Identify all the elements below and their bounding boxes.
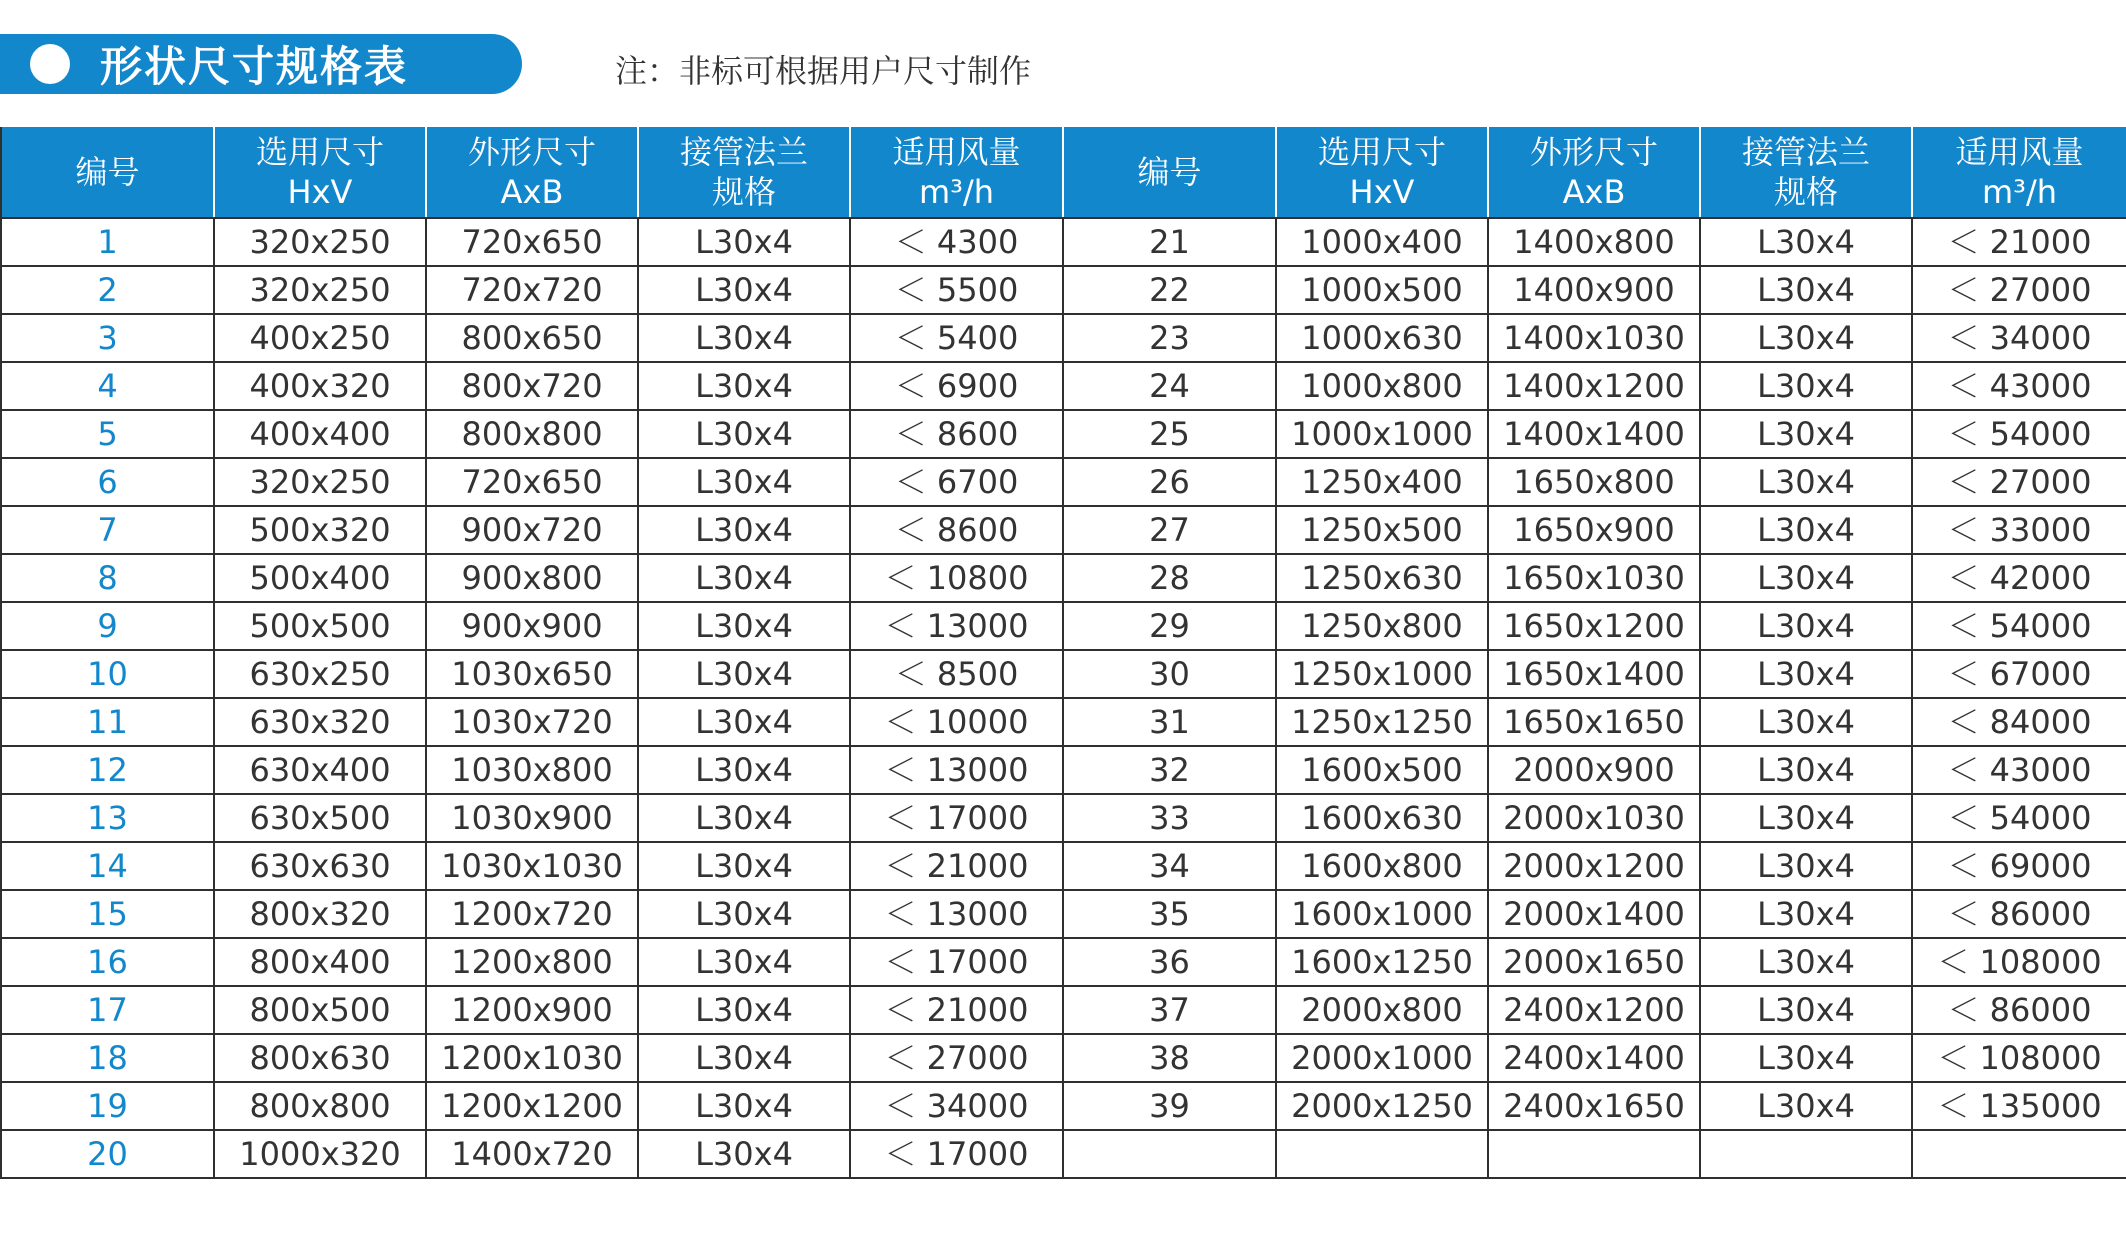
table-cell: 2000x1000	[1276, 1034, 1488, 1082]
table-cell: 1000x400	[1276, 218, 1488, 266]
column-header	[426, 126, 638, 218]
row-number-cell: 31	[1063, 698, 1276, 746]
table-cell: L30x4	[638, 554, 850, 602]
table-cell: 500x500	[214, 602, 426, 650]
table-cell: 1650x1030	[1488, 554, 1700, 602]
row-number-cell: 11	[1, 698, 214, 746]
table-cell: 2000x1200	[1488, 842, 1700, 890]
table-cell: 1400x1400	[1488, 410, 1700, 458]
table-cell: L30x4	[1700, 986, 1912, 1034]
table-cell: L30x4	[638, 698, 850, 746]
column-header	[850, 126, 1063, 218]
table-cell: ＜ 8600	[850, 410, 1063, 458]
table-cell: ＜ 8600	[850, 506, 1063, 554]
table-cell: 1000x1000	[1276, 410, 1488, 458]
table-cell: 1400x900	[1488, 266, 1700, 314]
table-cell: 630x320	[214, 698, 426, 746]
table-cell: 1000x500	[1276, 266, 1488, 314]
table-cell: ＜ 17000	[850, 1130, 1063, 1178]
table-row	[1, 266, 2126, 314]
table-cell: L30x4	[638, 1082, 850, 1130]
row-number-cell: 33	[1063, 794, 1276, 842]
table-cell: L30x4	[1700, 362, 1912, 410]
table-cell: 1400x720	[426, 1130, 638, 1178]
row-number-cell: 17	[1, 986, 214, 1034]
row-number-cell: 32	[1063, 746, 1276, 794]
table-cell: L30x4	[1700, 746, 1912, 794]
column-header	[1276, 126, 1488, 218]
table-cell: 630x250	[214, 650, 426, 698]
table-cell: 800x800	[214, 1082, 426, 1130]
column-header	[1063, 126, 1276, 218]
table-cell: ＜ 69000	[1912, 842, 2126, 890]
table-cell	[1488, 1130, 1700, 1178]
table-cell: L30x4	[638, 218, 850, 266]
row-number-cell: 21	[1063, 218, 1276, 266]
table-cell: 2000x1250	[1276, 1082, 1488, 1130]
table-row	[1, 746, 2126, 794]
table-cell: ＜ 34000	[850, 1082, 1063, 1130]
table-cell: 720x650	[426, 458, 638, 506]
column-header	[638, 126, 850, 218]
row-number-cell	[1063, 1130, 1276, 1178]
table-cell: 1650x1400	[1488, 650, 1700, 698]
table-cell: 320x250	[214, 458, 426, 506]
table-cell: 800x500	[214, 986, 426, 1034]
column-header-line2: 规格	[711, 173, 776, 211]
title-banner	[0, 34, 522, 94]
table-cell: 800x720	[426, 362, 638, 410]
table-cell: ＜ 54000	[1912, 410, 2126, 458]
table-row	[1, 554, 2126, 602]
table-cell: L30x4	[638, 266, 850, 314]
row-number-cell: 25	[1063, 410, 1276, 458]
table-cell: 1030x720	[426, 698, 638, 746]
column-header-line1: 编号	[75, 153, 140, 191]
row-number-cell: 18	[1, 1034, 214, 1082]
table-cell: 900x720	[426, 506, 638, 554]
row-number-cell: 19	[1, 1082, 214, 1130]
table-cell: L30x4	[1700, 410, 1912, 458]
row-number-cell: 23	[1063, 314, 1276, 362]
table-cell: 1400x800	[1488, 218, 1700, 266]
table-row	[1, 458, 2126, 506]
row-number-cell: 14	[1, 842, 214, 890]
table-cell: 1650x800	[1488, 458, 1700, 506]
table-cell: 630x400	[214, 746, 426, 794]
table-cell: 2000x1650	[1488, 938, 1700, 986]
table-cell: ＜ 10000	[850, 698, 1063, 746]
column-header	[1700, 126, 1912, 218]
table-cell: 1600x800	[1276, 842, 1488, 890]
table-body	[1, 218, 2126, 1178]
table-row	[1, 986, 2126, 1034]
table-row	[1, 1034, 2126, 1082]
table-row	[1, 506, 2126, 554]
table-cell: L30x4	[638, 794, 850, 842]
column-header-line1: 适用风量	[892, 133, 1021, 171]
table-cell: L30x4	[1700, 314, 1912, 362]
table-cell: 1000x320	[214, 1130, 426, 1178]
table-cell: L30x4	[1700, 794, 1912, 842]
table-cell: 1650x900	[1488, 506, 1700, 554]
row-number-cell: 28	[1063, 554, 1276, 602]
column-header-line1: 外形尺寸	[467, 133, 596, 171]
page-title: 形状尺寸规格表	[100, 42, 409, 91]
table-cell: L30x4	[638, 1034, 850, 1082]
table-row	[1, 842, 2126, 890]
table-cell: L30x4	[638, 602, 850, 650]
table-cell: 500x320	[214, 506, 426, 554]
row-number-cell: 35	[1063, 890, 1276, 938]
table-cell: 800x630	[214, 1034, 426, 1082]
table-cell: ＜ 13000	[850, 890, 1063, 938]
table-cell: 1600x1250	[1276, 938, 1488, 986]
table-cell: 630x500	[214, 794, 426, 842]
table-cell: L30x4	[1700, 458, 1912, 506]
table-cell: ＜ 86000	[1912, 986, 2126, 1034]
table-cell: L30x4	[1700, 602, 1912, 650]
table-cell: 1030x650	[426, 650, 638, 698]
table-cell: L30x4	[638, 362, 850, 410]
table-cell: ＜ 135000	[1912, 1082, 2126, 1130]
row-number-cell: 22	[1063, 266, 1276, 314]
column-header-line2: HxV	[287, 173, 353, 211]
row-number-cell: 15	[1, 890, 214, 938]
table-cell: L30x4	[638, 506, 850, 554]
table-cell: ＜ 54000	[1912, 794, 2126, 842]
table-cell: ＜ 17000	[850, 938, 1063, 986]
table-cell: ＜ 108000	[1912, 938, 2126, 986]
table-cell: ＜ 5500	[850, 266, 1063, 314]
row-number-cell: 39	[1063, 1082, 1276, 1130]
table-cell: 400x320	[214, 362, 426, 410]
row-number-cell: 30	[1063, 650, 1276, 698]
table-cell: 2400x1650	[1488, 1082, 1700, 1130]
table-cell: 1200x1030	[426, 1034, 638, 1082]
table-cell: 900x900	[426, 602, 638, 650]
table-cell: ＜ 17000	[850, 794, 1063, 842]
table-cell: L30x4	[638, 458, 850, 506]
table-cell: 1400x1200	[1488, 362, 1700, 410]
row-number-cell: 2	[1, 266, 214, 314]
row-number-cell: 27	[1063, 506, 1276, 554]
column-header-line2: HxV	[1349, 173, 1415, 211]
column-header	[1912, 126, 2126, 218]
table-cell: ＜ 43000	[1912, 362, 2126, 410]
table-cell: 1250x800	[1276, 602, 1488, 650]
row-number-cell: 4	[1, 362, 214, 410]
table-cell: ＜ 8500	[850, 650, 1063, 698]
row-number-cell: 6	[1, 458, 214, 506]
table-cell: L30x4	[1700, 650, 1912, 698]
row-number-cell: 36	[1063, 938, 1276, 986]
table-cell	[1912, 1130, 2126, 1178]
table-row	[1, 410, 2126, 458]
table-cell: 2000x1400	[1488, 890, 1700, 938]
table-cell: L30x4	[638, 842, 850, 890]
column-header-line1: 适用风量	[1955, 133, 2084, 171]
table-cell: 320x250	[214, 266, 426, 314]
column-header-line2: m³/h	[1981, 173, 2058, 211]
bullet-dot-icon	[30, 44, 70, 84]
row-number-cell: 20	[1, 1130, 214, 1178]
table-cell: 400x400	[214, 410, 426, 458]
row-number-cell: 5	[1, 410, 214, 458]
column-header-line1: 选用尺寸	[1317, 133, 1446, 171]
table-cell: L30x4	[638, 746, 850, 794]
table-cell: 2400x1400	[1488, 1034, 1700, 1082]
table-cell: 1250x630	[1276, 554, 1488, 602]
table-cell: ＜ 4300	[850, 218, 1063, 266]
row-number-cell: 12	[1, 746, 214, 794]
table-cell: ＜ 21000	[850, 986, 1063, 1034]
row-number-cell: 34	[1063, 842, 1276, 890]
column-header-line2: AxB	[1562, 173, 1626, 211]
table-cell: ＜ 67000	[1912, 650, 2126, 698]
table-cell: L30x4	[638, 1130, 850, 1178]
table-cell: 1600x1000	[1276, 890, 1488, 938]
table-row	[1, 650, 2126, 698]
table-cell: 1000x630	[1276, 314, 1488, 362]
table-cell: 800x650	[426, 314, 638, 362]
table-row	[1, 602, 2126, 650]
table-cell: L30x4	[1700, 842, 1912, 890]
row-number-cell: 3	[1, 314, 214, 362]
table-cell: 1400x1030	[1488, 314, 1700, 362]
note-text: 注：非标可根据用户尺寸制作	[615, 52, 1032, 90]
table-cell: 900x800	[426, 554, 638, 602]
table-cell: ＜ 84000	[1912, 698, 2126, 746]
table-cell: 800x320	[214, 890, 426, 938]
table-cell: 1030x900	[426, 794, 638, 842]
table-cell: L30x4	[1700, 890, 1912, 938]
row-number-cell: 16	[1, 938, 214, 986]
row-number-cell: 24	[1063, 362, 1276, 410]
table-cell: ＜ 108000	[1912, 1034, 2126, 1082]
row-number-cell: 26	[1063, 458, 1276, 506]
table-cell: 1250x1250	[1276, 698, 1488, 746]
table-cell: L30x4	[1700, 1034, 1912, 1082]
row-number-cell: 29	[1063, 602, 1276, 650]
column-header-line1: 接管法兰	[1741, 133, 1870, 171]
table-cell: 1200x900	[426, 986, 638, 1034]
table-cell: 1200x1200	[426, 1082, 638, 1130]
column-header	[1, 126, 214, 218]
column-header-line2: AxB	[500, 173, 564, 211]
row-number-cell: 37	[1063, 986, 1276, 1034]
table-cell: 500x400	[214, 554, 426, 602]
table-cell: 1250x400	[1276, 458, 1488, 506]
column-header-line1: 选用尺寸	[255, 133, 384, 171]
row-number-cell: 1	[1, 218, 214, 266]
table-row	[1, 938, 2126, 986]
row-number-cell: 9	[1, 602, 214, 650]
table-row	[1, 1130, 2126, 1178]
row-number-cell: 38	[1063, 1034, 1276, 1082]
table-cell: ＜ 6900	[850, 362, 1063, 410]
spec-table	[0, 125, 2126, 1179]
column-header	[214, 126, 426, 218]
table-row	[1, 1082, 2126, 1130]
column-header-line1: 外形尺寸	[1529, 133, 1658, 171]
table-row	[1, 314, 2126, 362]
table-row	[1, 698, 2126, 746]
table-cell: 1030x800	[426, 746, 638, 794]
table-cell: 1600x630	[1276, 794, 1488, 842]
table-cell: L30x4	[1700, 698, 1912, 746]
table-cell: ＜ 13000	[850, 602, 1063, 650]
table-cell	[1276, 1130, 1488, 1178]
table-cell: 1250x1000	[1276, 650, 1488, 698]
table-cell	[1700, 1130, 1912, 1178]
table-cell: L30x4	[638, 314, 850, 362]
table-cell: 2400x1200	[1488, 986, 1700, 1034]
table-row	[1, 218, 2126, 266]
table-cell: ＜ 43000	[1912, 746, 2126, 794]
table-cell: ＜ 21000	[850, 842, 1063, 890]
table-cell: 2000x900	[1488, 746, 1700, 794]
table-cell: L30x4	[1700, 1082, 1912, 1130]
table-cell: L30x4	[638, 986, 850, 1034]
table-cell: L30x4	[638, 650, 850, 698]
table-cell: 630x630	[214, 842, 426, 890]
row-number-cell: 13	[1, 794, 214, 842]
column-header-line2: 规格	[1773, 173, 1838, 211]
table-cell: L30x4	[1700, 938, 1912, 986]
table-cell: L30x4	[1700, 554, 1912, 602]
table-cell: L30x4	[1700, 266, 1912, 314]
table-cell: 720x650	[426, 218, 638, 266]
table-cell: 800x400	[214, 938, 426, 986]
table-cell: ＜ 5400	[850, 314, 1063, 362]
table-cell: L30x4	[1700, 218, 1912, 266]
table-cell: 1650x1650	[1488, 698, 1700, 746]
row-number-cell: 8	[1, 554, 214, 602]
table-cell: ＜ 21000	[1912, 218, 2126, 266]
table-cell: ＜ 10800	[850, 554, 1063, 602]
table-cell: ＜ 42000	[1912, 554, 2126, 602]
column-header	[1488, 126, 1700, 218]
table-cell: ＜ 13000	[850, 746, 1063, 794]
table-cell: 1650x1200	[1488, 602, 1700, 650]
table-cell: ＜ 27000	[850, 1034, 1063, 1082]
row-number-cell: 10	[1, 650, 214, 698]
table-cell: L30x4	[638, 938, 850, 986]
table-row	[1, 794, 2126, 842]
table-cell: 1200x800	[426, 938, 638, 986]
table-cell: 2000x1030	[1488, 794, 1700, 842]
table-cell: ＜ 86000	[1912, 890, 2126, 938]
table-cell: 800x800	[426, 410, 638, 458]
table-cell: L30x4	[638, 410, 850, 458]
table-cell: 320x250	[214, 218, 426, 266]
column-header-line2: m³/h	[918, 173, 995, 211]
table-cell: ＜ 33000	[1912, 506, 2126, 554]
table-cell: ＜ 27000	[1912, 458, 2126, 506]
table-cell: 1000x800	[1276, 362, 1488, 410]
row-number-cell: 7	[1, 506, 214, 554]
header-row	[1, 126, 2126, 218]
table-cell: ＜ 6700	[850, 458, 1063, 506]
table-cell: 1030x1030	[426, 842, 638, 890]
table-cell: L30x4	[1700, 506, 1912, 554]
table-header	[1, 126, 2126, 218]
column-header-line1: 接管法兰	[679, 133, 808, 171]
table-cell: L30x4	[638, 890, 850, 938]
table-cell: ＜ 27000	[1912, 266, 2126, 314]
table-cell: 400x250	[214, 314, 426, 362]
table-row	[1, 362, 2126, 410]
table-cell: ＜ 34000	[1912, 314, 2126, 362]
table-cell: 2000x800	[1276, 986, 1488, 1034]
table-cell: 720x720	[426, 266, 638, 314]
table-cell: 1200x720	[426, 890, 638, 938]
table-cell: 1600x500	[1276, 746, 1488, 794]
table-cell: ＜ 54000	[1912, 602, 2126, 650]
table-cell: 1250x500	[1276, 506, 1488, 554]
column-header-line1: 编号	[1137, 153, 1202, 191]
table-row	[1, 890, 2126, 938]
